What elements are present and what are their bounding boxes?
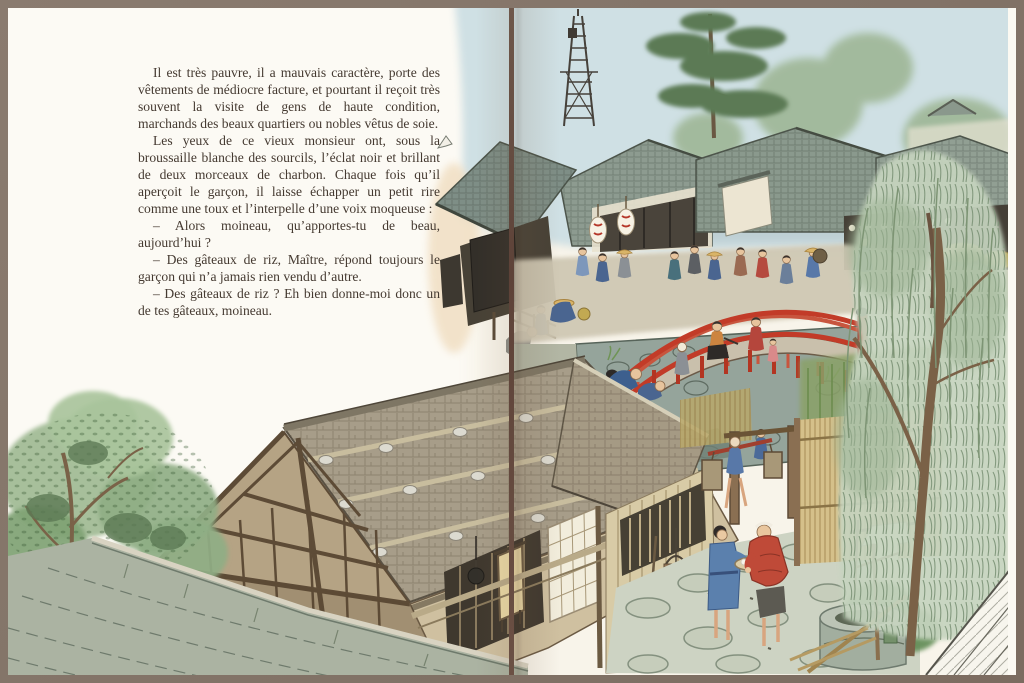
story-paragraph: Les yeux de ce vieux monsieur ont, sous la broussaille blanche des sourcils, l’éclat noir et brillant de deux morceaux de charbon. Chaque fois qu’il aperçoit le garçon, il laisse échapper un petit rire comme une toux et l’interpelle d’une voix moqueuse :	[138, 133, 440, 216]
story-paragraph: Il est très pauvre, il a mauvais caractère, porte des vêtements de médiocre facture, et pourtant il reçoit très souvent la visite de gens de haute condition, marchands des beaux quartiers ou nobles vêtus de soie.	[138, 65, 440, 131]
story-dialogue-line: – Alors moineau, qu’apportes-tu de beau, aujourd’hui ?	[138, 218, 440, 250]
story-dialogue-line: – Des gâteaux de riz, Maître, répond toujours le garçon qui n’a jamais rien vendu d’autre.	[138, 252, 440, 284]
right-page-margin	[1008, 8, 1016, 675]
story-text	[138, 64, 440, 319]
hanging-kettle	[468, 568, 484, 584]
willow-tree	[834, 150, 1009, 656]
story-dialogue-line: – Des gâteaux de riz ? Eh bien donne-moi donc un de tes gâteaux, moineau.	[138, 286, 440, 318]
book-spread	[8, 8, 1016, 675]
